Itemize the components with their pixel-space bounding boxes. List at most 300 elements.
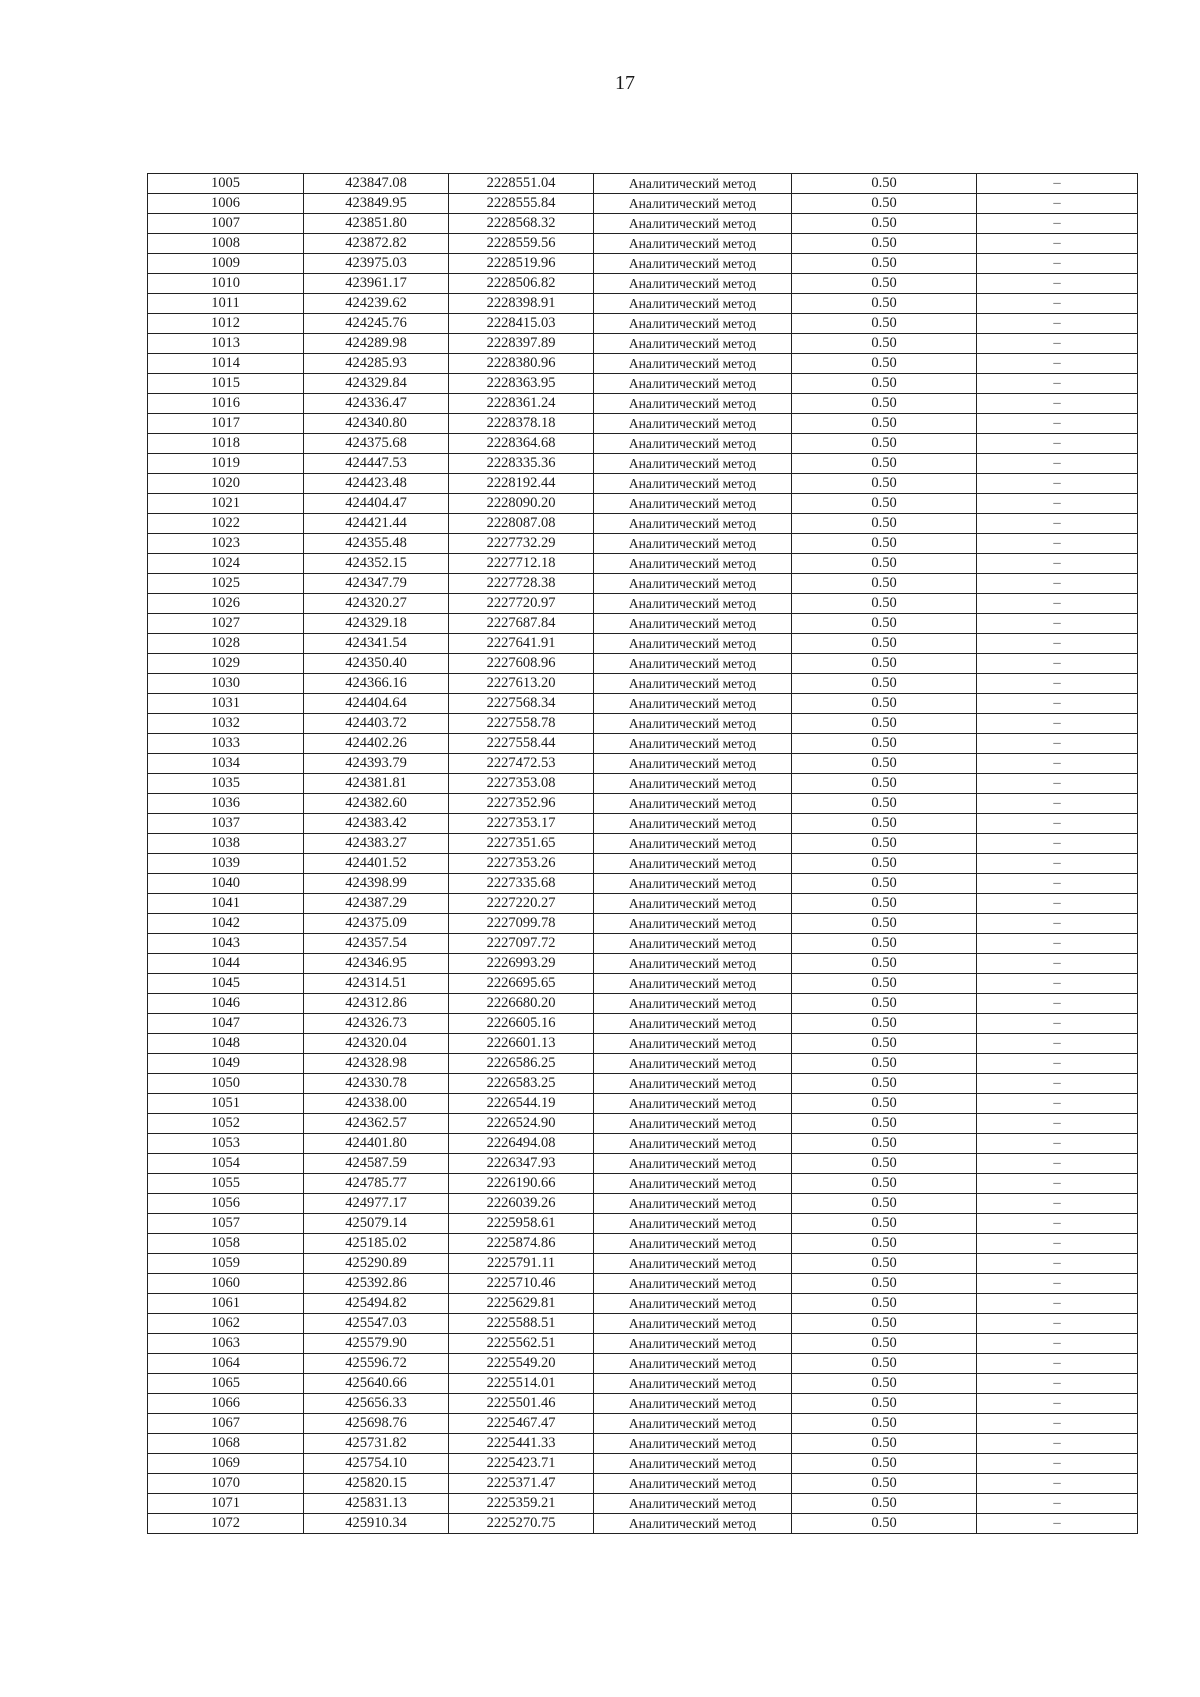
point-number-cell: 1040 — [148, 874, 304, 894]
x-coordinate-cell: 424340.80 — [304, 414, 449, 434]
table-row — [148, 174, 1138, 194]
x-coordinate-cell: 424285.93 — [304, 354, 449, 374]
method-cell: Аналитический метод — [594, 374, 792, 394]
point-number-cell: 1028 — [148, 634, 304, 654]
note-cell: – — [977, 914, 1138, 934]
method-cell: Аналитический метод — [594, 814, 792, 834]
table-row — [148, 1374, 1138, 1394]
x-coordinate-cell: 425754.10 — [304, 1454, 449, 1474]
note-cell: – — [977, 1114, 1138, 1134]
x-coordinate-cell: 424383.27 — [304, 834, 449, 854]
accuracy-cell: 0.50 — [792, 1154, 977, 1174]
y-coordinate-cell: 2228363.95 — [449, 374, 594, 394]
point-number-cell: 1017 — [148, 414, 304, 434]
point-number-cell: 1057 — [148, 1214, 304, 1234]
accuracy-cell: 0.50 — [792, 1354, 977, 1374]
table-row — [148, 1014, 1138, 1034]
accuracy-cell: 0.50 — [792, 234, 977, 254]
table-row — [148, 874, 1138, 894]
accuracy-cell: 0.50 — [792, 1294, 977, 1314]
note-cell: – — [977, 254, 1138, 274]
note-cell: – — [977, 214, 1138, 234]
y-coordinate-cell: 2227335.68 — [449, 874, 594, 894]
x-coordinate-cell: 424338.00 — [304, 1094, 449, 1114]
accuracy-cell: 0.50 — [792, 514, 977, 534]
method-cell: Аналитический метод — [594, 714, 792, 734]
point-number-cell: 1055 — [148, 1174, 304, 1194]
table-row — [148, 554, 1138, 574]
table-body — [148, 174, 1138, 1534]
method-cell: Аналитический метод — [594, 894, 792, 914]
x-coordinate-cell: 424341.54 — [304, 634, 449, 654]
accuracy-cell: 0.50 — [792, 894, 977, 914]
x-coordinate-cell: 424312.86 — [304, 994, 449, 1014]
note-cell: – — [977, 874, 1138, 894]
point-number-cell: 1069 — [148, 1454, 304, 1474]
table-row — [148, 1054, 1138, 1074]
method-cell: Аналитический метод — [594, 1074, 792, 1094]
note-cell: – — [977, 1234, 1138, 1254]
accuracy-cell: 0.50 — [792, 1514, 977, 1534]
note-cell: – — [977, 534, 1138, 554]
table-row — [148, 994, 1138, 1014]
table-row — [148, 414, 1138, 434]
y-coordinate-cell: 2228559.56 — [449, 234, 594, 254]
note-cell: – — [977, 934, 1138, 954]
accuracy-cell: 0.50 — [792, 374, 977, 394]
table-row — [148, 234, 1138, 254]
accuracy-cell: 0.50 — [792, 754, 977, 774]
x-coordinate-cell: 424421.44 — [304, 514, 449, 534]
y-coordinate-cell: 2227712.18 — [449, 554, 594, 574]
y-coordinate-cell: 2227720.97 — [449, 594, 594, 614]
accuracy-cell: 0.50 — [792, 914, 977, 934]
table-row — [148, 894, 1138, 914]
method-cell: Аналитический метод — [594, 874, 792, 894]
point-number-cell: 1054 — [148, 1154, 304, 1174]
accuracy-cell: 0.50 — [792, 354, 977, 374]
y-coordinate-cell: 2227608.96 — [449, 654, 594, 674]
x-coordinate-cell: 425392.86 — [304, 1274, 449, 1294]
point-number-cell: 1010 — [148, 274, 304, 294]
note-cell: – — [977, 234, 1138, 254]
y-coordinate-cell: 2228555.84 — [449, 194, 594, 214]
x-coordinate-cell: 425079.14 — [304, 1214, 449, 1234]
note-cell: – — [977, 274, 1138, 294]
accuracy-cell: 0.50 — [792, 1314, 977, 1334]
y-coordinate-cell: 2227732.29 — [449, 534, 594, 554]
method-cell: Аналитический метод — [594, 1274, 792, 1294]
accuracy-cell: 0.50 — [792, 294, 977, 314]
x-coordinate-cell: 424404.47 — [304, 494, 449, 514]
table-row — [148, 1174, 1138, 1194]
point-number-cell: 1041 — [148, 894, 304, 914]
table-row — [148, 1394, 1138, 1414]
point-number-cell: 1053 — [148, 1134, 304, 1154]
method-cell: Аналитический метод — [594, 794, 792, 814]
x-coordinate-cell: 424328.98 — [304, 1054, 449, 1074]
note-cell: – — [977, 334, 1138, 354]
table-row — [148, 674, 1138, 694]
point-number-cell: 1063 — [148, 1334, 304, 1354]
method-cell: Аналитический метод — [594, 1394, 792, 1414]
y-coordinate-cell: 2225562.51 — [449, 1334, 594, 1354]
method-cell: Аналитический метод — [594, 614, 792, 634]
table-row — [148, 914, 1138, 934]
table-row — [148, 1514, 1138, 1534]
x-coordinate-cell: 425596.72 — [304, 1354, 449, 1374]
table-row — [148, 734, 1138, 754]
method-cell: Аналитический метод — [594, 954, 792, 974]
accuracy-cell: 0.50 — [792, 634, 977, 654]
table-row — [148, 1294, 1138, 1314]
note-cell: – — [977, 1454, 1138, 1474]
method-cell: Аналитический метод — [594, 674, 792, 694]
x-coordinate-cell: 424336.47 — [304, 394, 449, 414]
table-row — [148, 1034, 1138, 1054]
point-number-cell: 1065 — [148, 1374, 304, 1394]
accuracy-cell: 0.50 — [792, 454, 977, 474]
method-cell: Аналитический метод — [594, 694, 792, 714]
y-coordinate-cell: 2227099.78 — [449, 914, 594, 934]
accuracy-cell: 0.50 — [792, 574, 977, 594]
method-cell: Аналитический метод — [594, 414, 792, 434]
table-row — [148, 374, 1138, 394]
y-coordinate-cell: 2225710.46 — [449, 1274, 594, 1294]
table-row — [148, 294, 1138, 314]
note-cell: – — [977, 834, 1138, 854]
note-cell: – — [977, 814, 1138, 834]
method-cell: Аналитический метод — [594, 1054, 792, 1074]
method-cell: Аналитический метод — [594, 1294, 792, 1314]
accuracy-cell: 0.50 — [792, 434, 977, 454]
table-row — [148, 594, 1138, 614]
y-coordinate-cell: 2226605.16 — [449, 1014, 594, 1034]
accuracy-cell: 0.50 — [792, 494, 977, 514]
note-cell: – — [977, 714, 1138, 734]
x-coordinate-cell: 424381.81 — [304, 774, 449, 794]
table-row — [148, 314, 1138, 334]
note-cell: – — [977, 554, 1138, 574]
y-coordinate-cell: 2228568.32 — [449, 214, 594, 234]
point-number-cell: 1015 — [148, 374, 304, 394]
y-coordinate-cell: 2227353.26 — [449, 854, 594, 874]
note-cell: – — [977, 1194, 1138, 1214]
method-cell: Аналитический метод — [594, 594, 792, 614]
x-coordinate-cell: 425547.03 — [304, 1314, 449, 1334]
note-cell: – — [977, 614, 1138, 634]
y-coordinate-cell: 2227558.44 — [449, 734, 594, 754]
method-cell: Аналитический метод — [594, 1334, 792, 1354]
method-cell: Аналитический метод — [594, 234, 792, 254]
y-coordinate-cell: 2226601.13 — [449, 1034, 594, 1054]
note-cell: – — [977, 1174, 1138, 1194]
y-coordinate-cell: 2228378.18 — [449, 414, 594, 434]
y-coordinate-cell: 2226993.29 — [449, 954, 594, 974]
table-row — [148, 834, 1138, 854]
y-coordinate-cell: 2225359.21 — [449, 1494, 594, 1514]
x-coordinate-cell: 424375.09 — [304, 914, 449, 934]
method-cell: Аналитический метод — [594, 274, 792, 294]
note-cell: – — [977, 454, 1138, 474]
method-cell: Аналитический метод — [594, 1214, 792, 1234]
table-row — [148, 1074, 1138, 1094]
note-cell: – — [977, 174, 1138, 194]
y-coordinate-cell: 2228380.96 — [449, 354, 594, 374]
accuracy-cell: 0.50 — [792, 854, 977, 874]
y-coordinate-cell: 2228398.91 — [449, 294, 594, 314]
note-cell: – — [977, 1134, 1138, 1154]
method-cell: Аналитический метод — [594, 174, 792, 194]
method-cell: Аналитический метод — [594, 1234, 792, 1254]
x-coordinate-cell: 423872.82 — [304, 234, 449, 254]
table-row — [148, 494, 1138, 514]
note-cell: – — [977, 634, 1138, 654]
note-cell: – — [977, 594, 1138, 614]
method-cell: Аналитический метод — [594, 934, 792, 954]
y-coordinate-cell: 2226494.08 — [449, 1134, 594, 1154]
point-number-cell: 1056 — [148, 1194, 304, 1214]
accuracy-cell: 0.50 — [792, 794, 977, 814]
note-cell: – — [977, 494, 1138, 514]
x-coordinate-cell: 425910.34 — [304, 1514, 449, 1534]
point-number-cell: 1011 — [148, 294, 304, 314]
note-cell: – — [977, 1514, 1138, 1534]
note-cell: – — [977, 314, 1138, 334]
accuracy-cell: 0.50 — [792, 1394, 977, 1414]
method-cell: Аналитический метод — [594, 1414, 792, 1434]
note-cell: – — [977, 994, 1138, 1014]
method-cell: Аналитический метод — [594, 1174, 792, 1194]
point-number-cell: 1036 — [148, 794, 304, 814]
y-coordinate-cell: 2226695.65 — [449, 974, 594, 994]
x-coordinate-cell: 425656.33 — [304, 1394, 449, 1414]
x-coordinate-cell: 424403.72 — [304, 714, 449, 734]
x-coordinate-cell: 425820.15 — [304, 1474, 449, 1494]
accuracy-cell: 0.50 — [792, 394, 977, 414]
note-cell: – — [977, 1334, 1138, 1354]
y-coordinate-cell: 2227687.84 — [449, 614, 594, 634]
y-coordinate-cell: 2227220.27 — [449, 894, 594, 914]
note-cell: – — [977, 1074, 1138, 1094]
table-row — [148, 1434, 1138, 1454]
table-row — [148, 1274, 1138, 1294]
y-coordinate-cell: 2225441.33 — [449, 1434, 594, 1454]
y-coordinate-cell: 2228335.36 — [449, 454, 594, 474]
method-cell: Аналитический метод — [594, 1134, 792, 1154]
note-cell: – — [977, 734, 1138, 754]
accuracy-cell: 0.50 — [792, 1094, 977, 1114]
x-coordinate-cell: 424357.54 — [304, 934, 449, 954]
y-coordinate-cell: 2228364.68 — [449, 434, 594, 454]
accuracy-cell: 0.50 — [792, 314, 977, 334]
table-row — [148, 1154, 1138, 1174]
note-cell: – — [977, 954, 1138, 974]
y-coordinate-cell: 2226544.19 — [449, 1094, 594, 1114]
accuracy-cell: 0.50 — [792, 1014, 977, 1034]
point-number-cell: 1042 — [148, 914, 304, 934]
note-cell: – — [977, 1394, 1138, 1414]
note-cell: – — [977, 1354, 1138, 1374]
table-row — [148, 434, 1138, 454]
method-cell: Аналитический метод — [594, 1474, 792, 1494]
x-coordinate-cell: 424398.99 — [304, 874, 449, 894]
x-coordinate-cell: 424383.42 — [304, 814, 449, 834]
accuracy-cell: 0.50 — [792, 254, 977, 274]
note-cell: – — [977, 1434, 1138, 1454]
accuracy-cell: 0.50 — [792, 414, 977, 434]
point-number-cell: 1048 — [148, 1034, 304, 1054]
method-cell: Аналитический метод — [594, 214, 792, 234]
point-number-cell: 1009 — [148, 254, 304, 274]
y-coordinate-cell: 2227558.78 — [449, 714, 594, 734]
method-cell: Аналитический метод — [594, 1454, 792, 1474]
method-cell: Аналитический метод — [594, 1114, 792, 1134]
point-number-cell: 1043 — [148, 934, 304, 954]
note-cell: – — [977, 374, 1138, 394]
note-cell: – — [977, 394, 1138, 414]
y-coordinate-cell: 2227352.96 — [449, 794, 594, 814]
x-coordinate-cell: 423961.17 — [304, 274, 449, 294]
x-coordinate-cell: 425698.76 — [304, 1414, 449, 1434]
x-coordinate-cell: 424289.98 — [304, 334, 449, 354]
point-number-cell: 1050 — [148, 1074, 304, 1094]
x-coordinate-cell: 423847.08 — [304, 174, 449, 194]
accuracy-cell: 0.50 — [792, 714, 977, 734]
x-coordinate-cell: 424355.48 — [304, 534, 449, 554]
y-coordinate-cell: 2225958.61 — [449, 1214, 594, 1234]
y-coordinate-cell: 2225629.81 — [449, 1294, 594, 1314]
method-cell: Аналитический метод — [594, 754, 792, 774]
accuracy-cell: 0.50 — [792, 1414, 977, 1434]
point-number-cell: 1045 — [148, 974, 304, 994]
table-row — [148, 1454, 1138, 1474]
y-coordinate-cell: 2225791.11 — [449, 1254, 594, 1274]
x-coordinate-cell: 423851.80 — [304, 214, 449, 234]
note-cell: – — [977, 974, 1138, 994]
point-number-cell: 1059 — [148, 1254, 304, 1274]
x-coordinate-cell: 424329.84 — [304, 374, 449, 394]
point-number-cell: 1058 — [148, 1234, 304, 1254]
note-cell: – — [977, 1294, 1138, 1314]
point-number-cell: 1062 — [148, 1314, 304, 1334]
accuracy-cell: 0.50 — [792, 1334, 977, 1354]
accuracy-cell: 0.50 — [792, 334, 977, 354]
method-cell: Аналитический метод — [594, 1374, 792, 1394]
note-cell: – — [977, 1054, 1138, 1074]
table-row — [148, 194, 1138, 214]
note-cell: – — [977, 1274, 1138, 1294]
accuracy-cell: 0.50 — [792, 1214, 977, 1234]
point-number-cell: 1025 — [148, 574, 304, 594]
x-coordinate-cell: 424239.62 — [304, 294, 449, 314]
point-number-cell: 1007 — [148, 214, 304, 234]
accuracy-cell: 0.50 — [792, 1454, 977, 1474]
table-row — [148, 394, 1138, 414]
point-number-cell: 1044 — [148, 954, 304, 974]
table-row — [148, 534, 1138, 554]
method-cell: Аналитический метод — [594, 534, 792, 554]
method-cell: Аналитический метод — [594, 294, 792, 314]
method-cell: Аналитический метод — [594, 634, 792, 654]
method-cell: Аналитический метод — [594, 1094, 792, 1114]
method-cell: Аналитический метод — [594, 1034, 792, 1054]
method-cell: Аналитический метод — [594, 334, 792, 354]
table-row — [148, 1314, 1138, 1334]
y-coordinate-cell: 2227641.91 — [449, 634, 594, 654]
y-coordinate-cell: 2225501.46 — [449, 1394, 594, 1414]
method-cell: Аналитический метод — [594, 554, 792, 574]
y-coordinate-cell: 2228087.08 — [449, 514, 594, 534]
point-number-cell: 1047 — [148, 1014, 304, 1034]
y-coordinate-cell: 2225549.20 — [449, 1354, 594, 1374]
method-cell: Аналитический метод — [594, 1494, 792, 1514]
method-cell: Аналитический метод — [594, 1014, 792, 1034]
x-coordinate-cell: 424320.27 — [304, 594, 449, 614]
method-cell: Аналитический метод — [594, 314, 792, 334]
x-coordinate-cell: 424785.77 — [304, 1174, 449, 1194]
note-cell: – — [977, 1214, 1138, 1234]
point-number-cell: 1060 — [148, 1274, 304, 1294]
y-coordinate-cell: 2225270.75 — [449, 1514, 594, 1534]
x-coordinate-cell: 424346.95 — [304, 954, 449, 974]
x-coordinate-cell: 424350.40 — [304, 654, 449, 674]
x-coordinate-cell: 424402.26 — [304, 734, 449, 754]
table-row — [148, 1214, 1138, 1234]
note-cell: – — [977, 654, 1138, 674]
accuracy-cell: 0.50 — [792, 1054, 977, 1074]
y-coordinate-cell: 2227568.34 — [449, 694, 594, 714]
accuracy-cell: 0.50 — [792, 194, 977, 214]
point-number-cell: 1066 — [148, 1394, 304, 1414]
accuracy-cell: 0.50 — [792, 1374, 977, 1394]
point-number-cell: 1037 — [148, 814, 304, 834]
point-number-cell: 1027 — [148, 614, 304, 634]
point-number-cell: 1026 — [148, 594, 304, 614]
point-number-cell: 1072 — [148, 1514, 304, 1534]
accuracy-cell: 0.50 — [792, 1134, 977, 1154]
table-row — [148, 634, 1138, 654]
table-row — [148, 1474, 1138, 1494]
y-coordinate-cell: 2226524.90 — [449, 1114, 594, 1134]
x-coordinate-cell: 424320.04 — [304, 1034, 449, 1054]
x-coordinate-cell: 424387.29 — [304, 894, 449, 914]
x-coordinate-cell: 423975.03 — [304, 254, 449, 274]
table-row — [148, 954, 1138, 974]
method-cell: Аналитический метод — [594, 1354, 792, 1374]
note-cell: – — [977, 1474, 1138, 1494]
method-cell: Аналитический метод — [594, 834, 792, 854]
point-number-cell: 1024 — [148, 554, 304, 574]
table-row — [148, 474, 1138, 494]
method-cell: Аналитический метод — [594, 974, 792, 994]
accuracy-cell: 0.50 — [792, 774, 977, 794]
note-cell: – — [977, 434, 1138, 454]
accuracy-cell: 0.50 — [792, 1194, 977, 1214]
table-row — [148, 1094, 1138, 1114]
note-cell: – — [977, 794, 1138, 814]
method-cell: Аналитический метод — [594, 394, 792, 414]
note-cell: – — [977, 1254, 1138, 1274]
note-cell: – — [977, 294, 1138, 314]
y-coordinate-cell: 2225874.86 — [449, 1234, 594, 1254]
accuracy-cell: 0.50 — [792, 934, 977, 954]
note-cell: – — [977, 1374, 1138, 1394]
point-number-cell: 1032 — [148, 714, 304, 734]
method-cell: Аналитический метод — [594, 1314, 792, 1334]
y-coordinate-cell: 2228506.82 — [449, 274, 594, 294]
note-cell: – — [977, 694, 1138, 714]
